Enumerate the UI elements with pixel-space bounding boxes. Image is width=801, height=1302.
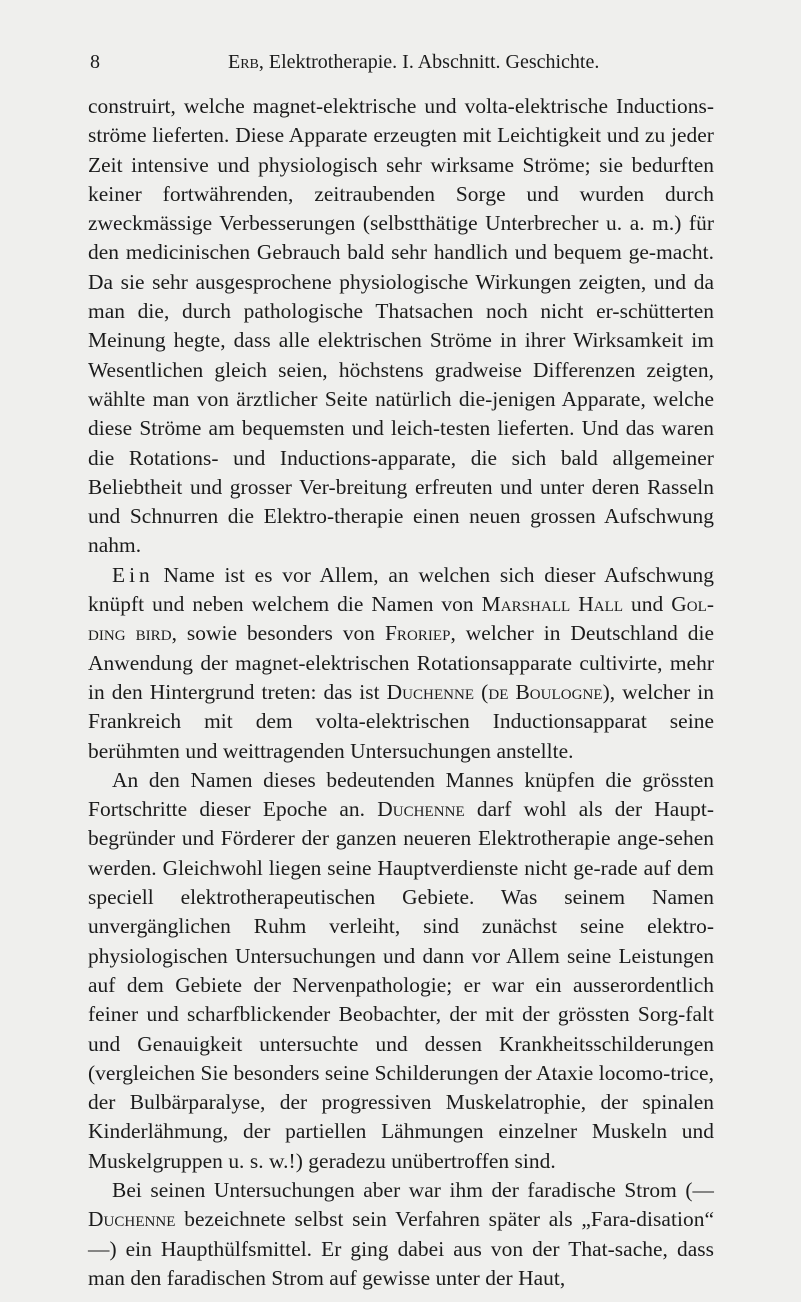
- body-text: [88, 92, 714, 1293]
- text-run: Name ist es vor Allem, an welchen sich dieser Aufschwung knüpft und neben welchem die Namen von: [88, 562, 714, 617]
- proper-name: Duchenne (de Boulogne): [386, 679, 610, 704]
- proper-name: Marshall Hall: [481, 592, 624, 617]
- text-run: An den Namen dieses bedeutenden Mannes knüpfen die grössten Fortschritte dieser Epoche an.: [88, 767, 714, 822]
- text-run: , sowie besonders von: [171, 621, 385, 646]
- text-run: bezeichnete selbst sein Verfahren später als „Fara-disation“ —) ein Haupthülfsmittel. Er ging dabei aus von der That-sache, dass man den faradischen Strom auf gewisse unter der Haut,: [88, 1207, 714, 1290]
- running-title-text: , Elektrotherapie. I. Abschnitt. Geschichte.: [258, 51, 600, 73]
- emphasized-word: Ein: [112, 562, 154, 587]
- text-run: darf wohl als der Haupt-begründer und Förderer der ganzen neueren Elektrotherapie ange-sehen werden. Gleichwohl liegen seine Hauptverdienste nicht ge-rade auf dem speciell elektrotherapeutischen Gebiete. Was seinem Namen unvergänglichen Ruhm verleiht, sind zunächst seine elektro-physiologischen Untersuchungen und dann vor Allem seine Leistungen auf dem Gebiete der Nervenpathologie; er war ein ausserordentlich feiner und scharfblickender Beobachter, der mit der grössten Sorg-falt und Genauigkeit untersuchte und dessen Krankheitsschilderungen (vergleichen Sie besonders seine Schilderungen der Ataxie locomo-trice, der Bulbärparalyse, der progressiven Muskelatrophie, der spinalen Kinderlähmung, der partiellen Lähmungen einzelner Muskeln und Muskelgruppen u. s. w.!) geradezu unübertroffen sind.: [88, 797, 714, 1173]
- proper-name: Gol-ding bird: [88, 592, 715, 646]
- text-run: , welcher in Frankreich mit dem volta-elektrischen Inductionsapparat seine berühmten und weittragenden Untersuchungen anstellte.: [88, 679, 714, 763]
- running-head: [90, 48, 720, 76]
- running-title-author: Erb: [228, 51, 259, 73]
- text-run: construirt, welche magnet-elektrische und volta-elektrische Inductions-ströme lieferten. Diese Apparate erzeugten mit Leichtigkeit und zu jeder Zeit intensive und physiologisch sehr wirksame Ströme; sie bedurften keiner fortwährenden, zeitraubenden Sorge und wurden durch zweckmässige Verbesserungen (selbstthätige Unterbrecher u. a. m.) für den medicinischen Gebrauch bald sehr handlich und bequem ge-macht. Da sie sehr ausgesprochene physiologische Wirkungen zeigten, und da man die, durch pathologische Thatsachen noch nicht er-schütterten Meinung hegte, dass alle elektrischen Ströme in ihrer Wirksamkeit im Wesentlichen gleich seien, höchstens gradweise Differenzen zeigten, wählte man von ärztlicher Seite natürlich die-jenigen Apparate, welche diese Ströme am bequemsten und leich-testen lieferten. Und das waren die Rotations- und Inductions-apparate, die sich bald allgemeiner Beliebtheit und grosser Ver-breitung erfreuten und unter deren Rasseln und Schnurren die Elektro-therapie einen neuen grossen Aufschwung nahm.: [88, 94, 714, 558]
- running-title: [228, 48, 599, 76]
- page-number: 8: [90, 51, 100, 73]
- text-run: und: [623, 592, 672, 617]
- paragraph: [88, 561, 714, 766]
- paragraph: [88, 92, 714, 561]
- paragraph: [88, 766, 714, 1176]
- paragraph: [88, 1176, 714, 1293]
- proper-name: Duchenne: [377, 797, 465, 822]
- text-run: Bei seinen Untersuchungen aber war ihm der faradische Strom (—: [112, 1177, 714, 1202]
- text-run: , welcher in Deutschland die Anwendung der magnet-elektrischen Rotationsapparate cultivirte, mehr in den Hintergrund treten: das ist: [88, 621, 714, 704]
- proper-name: Duchenne: [88, 1207, 176, 1232]
- proper-name: Froriep: [384, 621, 451, 646]
